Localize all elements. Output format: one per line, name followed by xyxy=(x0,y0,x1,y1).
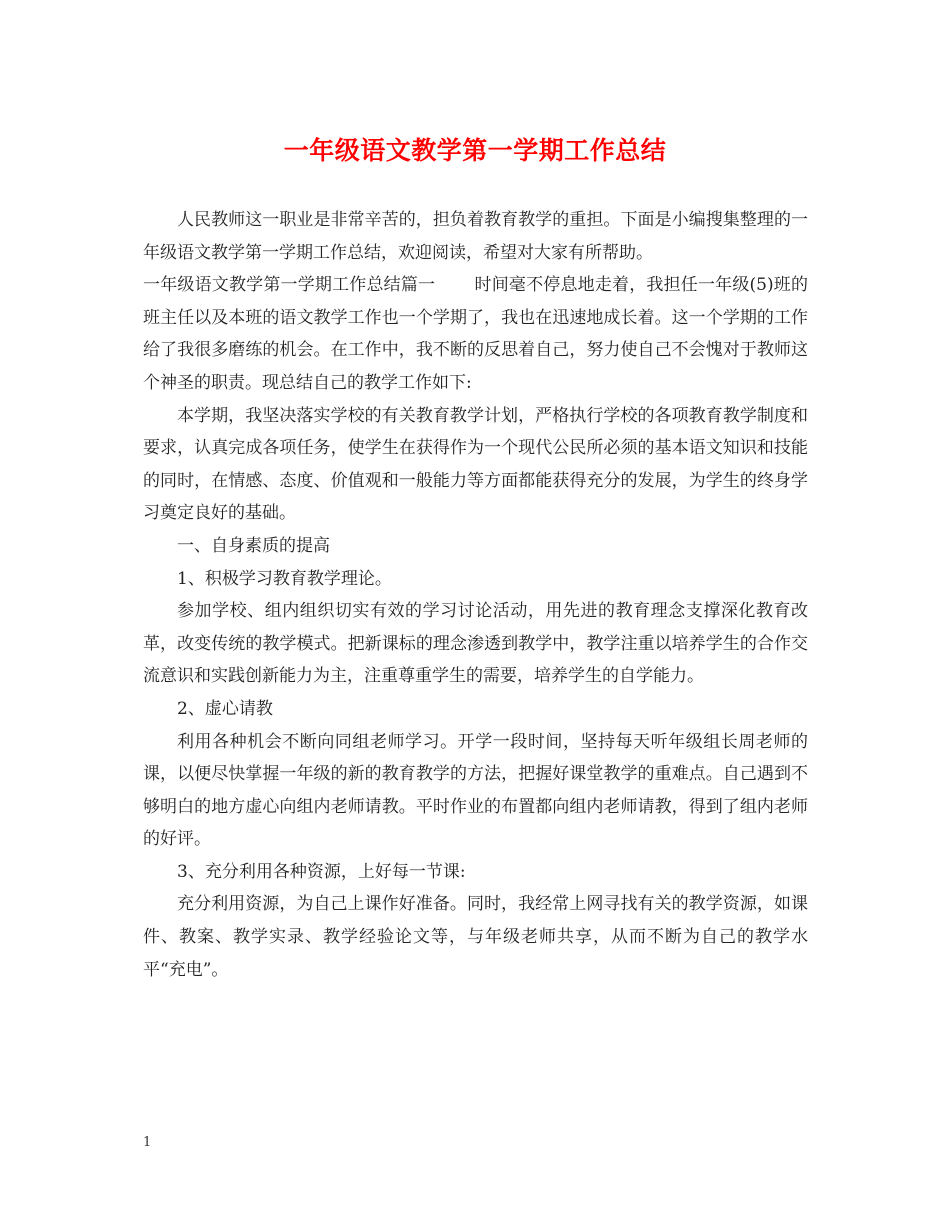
page-number: 1 xyxy=(143,1135,152,1150)
document-body xyxy=(143,204,808,986)
article-heading: 一年级语文教学第一学期工作总结篇一 xyxy=(143,275,436,296)
body-paragraph: 本学期，我坚决落实学校的有关教育教学计划，严格执行学校的各项教育教学制度和要求，认真完成各项任务，使学生在获得作为一个现代公民所必须的基本语文知识和技能的同时，在情感、态度、价值观和一般能力等方面都能获得充分的发展，为学生的终身学习奠定良好的基础。 xyxy=(143,405,808,524)
intro-paragraph: 人民教师这一职业是非常辛苦的，担负着教育教学的重担。下面是小编搜集整理的一年级语文教学第一学期工作总结，欢迎阅读，希望对大家有所帮助。 xyxy=(143,210,808,263)
subsection-heading: 1、积极学习教育教学理论。 xyxy=(177,568,392,589)
section-heading: 一、自身素质的提高 xyxy=(177,535,330,556)
body-paragraph: 充分利用资源，为自己上课作好准备。同时，我经常上网寻找有关的教学资源，如课件、教案、教学实录、教学经验论文等，与年级老师共享，从而不断为自己的教学水平“充电”。 xyxy=(143,894,808,980)
subsection-heading: 3、充分利用各种资源，上好每一节课: xyxy=(177,861,466,882)
document-title: 一年级语文教学第一学期工作总结 xyxy=(283,136,667,165)
body-paragraph: 利用各种机会不断向同组老师学习。开学一段时间，坚持每天听年级组长周老师的课，以便尽快掌握一年级的新的教育教学的方法，把握好课堂教学的重难点。自己遇到不够明白的地方虚心向组内老师请教。平时作业的布置都向组内老师请教，得到了组内老师的好评。 xyxy=(143,731,808,850)
body-paragraph: 参加学校、组内组织切实有效的学习讨论活动，用先进的教育理念支撑深化教育改革，改变传统的教学模式。把新课标的理念渗透到教学中，教学注重以培养学生的合作交流意识和实践创新能力为主，注重尊重学生的需要，培养学生的自学能力。 xyxy=(143,601,808,687)
subsection-heading: 2、虚心请教 xyxy=(177,698,273,719)
article-opening: 时间毫不停息地走着，我担任一年级(5)班的班主任以及本班的语文教学工作也一个学期了，我也在迅速地成长着。这一个学期的工作给了我很多磨练的机会。在工作中，我不断的反思着自己，努力使自己不会愧对于教师这个神圣的职责。现总结自己的教学工作如下: xyxy=(143,275,808,393)
article-heading-paragraph xyxy=(143,269,808,399)
